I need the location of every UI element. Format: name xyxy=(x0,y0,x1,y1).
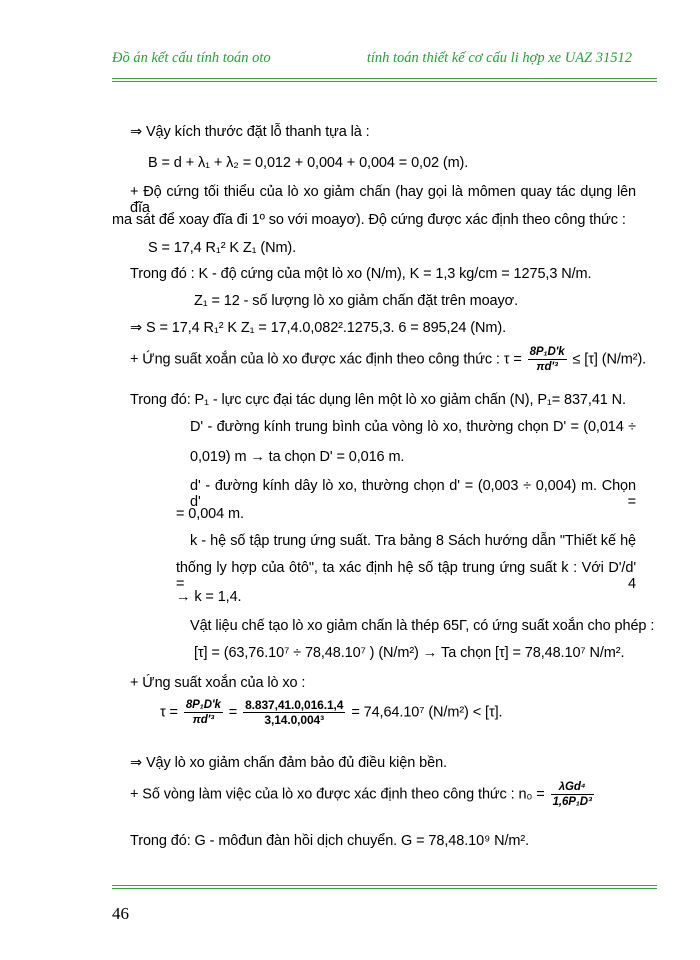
text-line: d' - đường kính dây lò xo, thường chọn d' = (0,003 ÷ 0,004) m. Chọn d' = xyxy=(190,478,636,510)
text-segment: = xyxy=(228,704,238,721)
text-line: + Độ cứng tối thiểu của lò xo giảm chấn (hay gọi là mômen quay tác dụng lên đĩa xyxy=(130,184,636,216)
text-line: Z₁ = 12 - số lượng lò xo giảm chấn đặt trên moayơ. xyxy=(194,293,519,309)
coil-count-line xyxy=(130,780,596,809)
text-line: Vật liệu chế tạo lò xo giảm chấn là thép 65Γ, có ứng suất xoắn cho phép : xyxy=(190,618,655,634)
text-line: D' - đường kính trung bình của vòng lò xo, thường chọn D' = (0,014 ÷ xyxy=(190,419,636,435)
tau-fraction xyxy=(528,345,567,374)
text-line: S = 17,4 R₁² K Z₁ (Nm). xyxy=(148,240,297,256)
page-number: 46 xyxy=(112,904,129,923)
text-segment: = 74,64.10⁷ (N/m²) < [τ]. xyxy=(351,704,503,721)
fraction-denominator: 3,14.0,004³ xyxy=(264,713,325,727)
text-line: → k = 1,4. xyxy=(176,589,242,605)
fraction-denominator: πd'³ xyxy=(536,361,558,373)
header-rule-2 xyxy=(112,81,657,82)
stress-formula-line xyxy=(130,345,646,374)
calc-fraction xyxy=(243,698,345,727)
text-line: 0,019) m → ta chọn D' = 0,016 m. xyxy=(190,449,405,465)
text-line: [τ] = (63,76.10⁷ ÷ 78,48.10⁷ ) (N/m²) → Ta chọn [τ] = 78,48.10⁷ N/m². xyxy=(194,645,625,661)
header-left: Đồ án kết cấu tính toán oto xyxy=(112,50,271,66)
fraction-numerator: 8P₁D'k xyxy=(529,346,565,358)
text-line: Trong đó : K - độ cứng của một lò xo (N/m), K = 1,3 kg/cm = 1275,3 N/m. xyxy=(130,266,592,282)
text-line: ⇒ Vậy lò xo giảm chấn đảm bảo đủ điều kiện bền. xyxy=(130,755,447,771)
fraction-numerator: λGd⁴ xyxy=(551,780,594,795)
text-line: ⇒ Vậy kích thước đặt lỗ thanh tựa là : xyxy=(130,124,370,140)
page-header xyxy=(112,50,632,72)
fraction-numerator: 8.837,41.0,016.1,4 xyxy=(245,698,344,712)
text-line: ma sát để xoay đĩa đi 1º so với moayơ). Độ cứng được xác định theo công thức : xyxy=(112,212,626,228)
text-segment: τ = xyxy=(160,704,178,721)
fraction-denominator: πd'³ xyxy=(192,714,215,726)
text-line: B = d + λ₁ + λ₂ = 0,012 + 0,004 + 0,004 = 0,02 (m). xyxy=(148,155,469,171)
text-line: = 0,004 m. xyxy=(176,506,244,522)
n0-fraction xyxy=(551,780,594,809)
text-segment: + Số vòng làm việc của lò xo được xác định theo công thức : n₀ = xyxy=(130,786,545,803)
header-right: tính toán thiết kế cơ cấu li hợp xe UAZ 31512 xyxy=(366,50,632,66)
text-line: Trong đó: P₁ - lực cực đại tác dụng lên một lò xo giảm chấn (N), P₁= 837,41 N. xyxy=(130,392,626,408)
text-line: Trong đó: G - môđun đàn hồi dịch chuyển. G = 78,48.10⁹ N/m². xyxy=(130,833,530,849)
text-line: ⇒ S = 17,4 R₁² K Z₁ = 17,4.0,082².1275,3. 6 = 895,24 (Nm). xyxy=(130,320,507,336)
text-segment: ≤ [τ] (N/m²). xyxy=(572,351,647,368)
footer-rule-2 xyxy=(112,888,657,889)
tau-fraction xyxy=(184,698,223,727)
stress-calc-line xyxy=(160,698,502,727)
text-line: + Ứng suất xoắn của lò xo : xyxy=(130,675,306,691)
fraction-denominator: 1,6P₁D³ xyxy=(552,796,592,808)
header-rule xyxy=(112,78,657,79)
text-line: k - hệ số tập trung ứng suất. Tra bảng 8 Sách hướng dẫn "Thiết kế hệ xyxy=(190,533,636,549)
text-segment: + Ứng suất xoắn của lò xo được xác định theo công thức : τ = xyxy=(130,351,522,368)
footer-rule xyxy=(112,885,657,886)
fraction-numerator: 8P₁D'k xyxy=(185,699,221,711)
text-line: thống ly hợp của ôtô", ta xác định hệ số tập trung ứng suất k : Với D'/d' = 4 xyxy=(176,560,636,592)
